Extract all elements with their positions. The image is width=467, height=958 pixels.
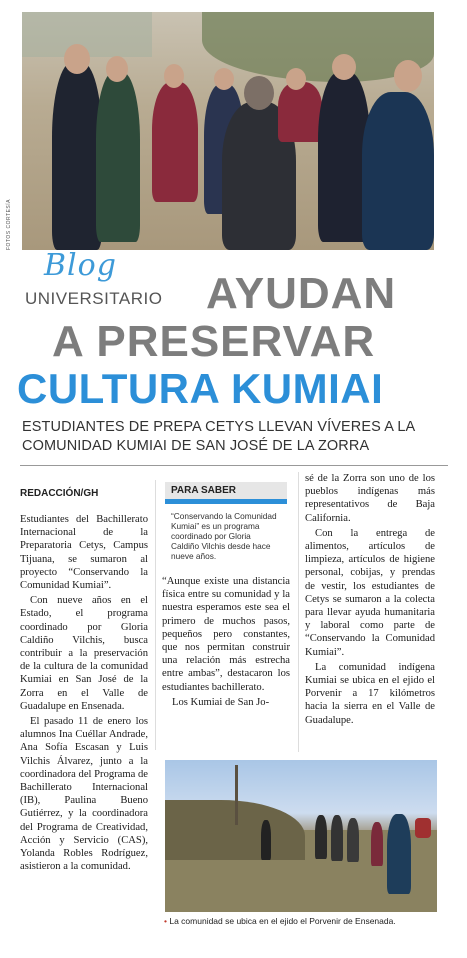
section-label: UNIVERSITARIO (25, 289, 163, 308)
paragraph: Los Kumiai de San Jo- (172, 696, 270, 708)
header-divider (20, 465, 448, 466)
caption-text: La comunidad se ubica en el ejido el Porvenir de Ensenada. (169, 916, 396, 926)
para-saber-text: “Conservando la Comunidad Kumiai” es un programa coordinado por Gloria Caldiño Vilchis desde hace nueve años. (171, 511, 277, 561)
bottom-photo (165, 760, 437, 912)
subheadline: ESTUDIANTES DE PREPA CETYS LLEVAN VÍVERES A LA COMUNIDAD KUMIAI DE SAN JOSÉ DE LA ZORRA (22, 419, 415, 454)
top-photo (22, 12, 434, 250)
para-saber-title: PARA SABER (165, 482, 287, 504)
photo-credit: FOTOS CORTESÍA (6, 199, 12, 250)
paragraph: El pasado 11 de enero los alumnos Ina Cuéllar Andrade, Ana Sofía Escasan y Luis Vilchis Álvarez, junto a la coordinadora del Programa de Bachillerato Internacional (IB), Paulina Bueno Gutiérrez, y la coordinadora del Programa de Creatividad, Acción y Servicio (CAS), Yolanda Robles Rodríguez, asistieron a la comunidad. (20, 716, 148, 873)
paragraph: sé de la Zorra son uno de los pueblos indígenas más representativos de Baja California. (305, 473, 435, 524)
byline: REDACCIÓN/GH (20, 488, 99, 499)
column-divider (155, 480, 156, 750)
headline-line-3: CULTURA KUMIAI (17, 365, 384, 412)
article-column-3 (305, 472, 435, 727)
bullet-icon: • (164, 916, 167, 926)
column-divider (298, 472, 299, 752)
paragraph: Con la entrega de alimentos, artículos de limpieza, artículos de higiene personal, cobijas, y prendas de vestir, los estudiantes de Cetys se sumaron a la colecta para llevar ayuda humanitaria y laboral como parte de “Conservando la Comunidad Kumiai”. (305, 527, 435, 658)
para-saber-box (165, 482, 287, 561)
paragraph: Con nueve años en el Estado, el programa coordinado por Gloria Caldiño Vilchis, busca contribuir a la preservación de la cultura de la comunidad Kumiai en San José de la Zorra en el Valle de Guadalupe en Ensenada. (20, 595, 148, 712)
blog-label: Blog (44, 248, 117, 283)
paragraph: La comunidad indígena Kumiai se ubica en el ejido el Porvenir a 17 kilómetros hacia la sierra en el Valle de Guadalupe. (305, 661, 435, 726)
paragraph: “Aunque existe una distancia física entre su comunidad y la nuestra esperamos este sea el primero de muchos pasos, pequeños pero constantes, que nos permitan construir una relación más estrecha entre ambas”, destacaron los estudiantes bachillerato. (162, 576, 290, 693)
paragraph: Estudiantes del Bachillerato Internacional de la Preparatoria Cetys, Campus Tijuana, se sumaron al proyecto “Conservando la Comunidad Kumiai”. (20, 514, 148, 592)
article-column-1 (20, 513, 148, 873)
headline-line-2: A PRESERVAR (52, 317, 376, 366)
photo-caption (164, 916, 444, 926)
headline-line-1: AYUDAN (206, 269, 397, 318)
article-column-2 (162, 575, 290, 709)
